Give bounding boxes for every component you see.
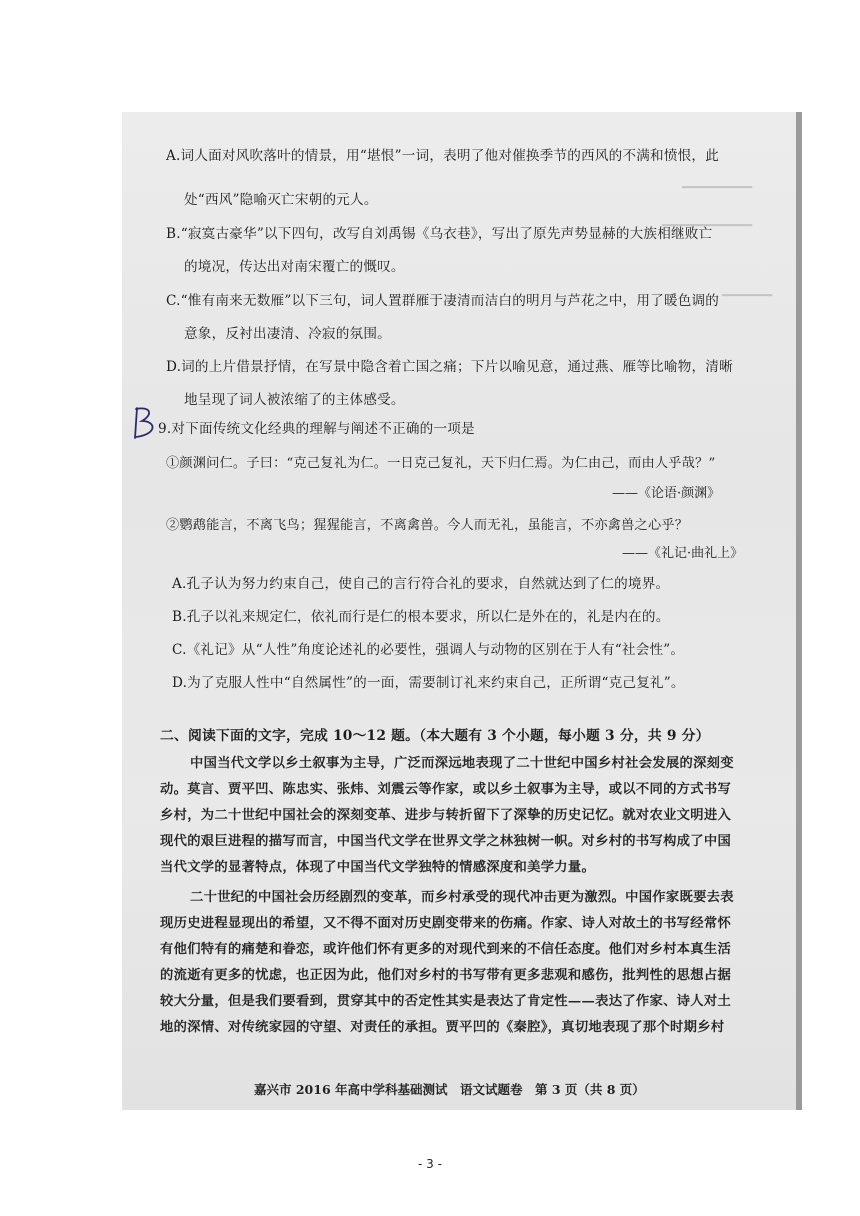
q9-option-a: A.孔子认为努力约束自己，使自己的言行符合礼的要求，自然就达到了仁的境界。 [172,576,670,592]
q8-option-a-line2: 处“西风”隐喻灭亡宋朝的元人。 [184,192,378,208]
q8-option-b-line1: B.“寂寞古豪华”以下四句，改写自刘禹锡《乌衣巷》，写出了原先声势显赫的大族相继败亡 [166,226,713,242]
q9-option-b: B.孔子以礼来规定仁，依礼而行是仁的根本要求，所以仁是外在的，礼是内在的。 [172,609,670,625]
bleed-through-mark: ▁▁▁▁▁▁▁▁▁ [662,212,752,227]
q8-option-b-line2: 的境况，传达出对南宋覆亡的慨叹。 [184,259,405,275]
passage-line: 较大分量，但是我们要看到，贯穿其中的否定性其实是表达了肯定性——表达了作家、诗人对土 [160,994,732,1009]
q9-option-c: C.《礼记》从“人性”角度论述礼的必要性，强调人与动物的区别在于人有“社会性”。 [172,642,685,658]
passage-line: 动。莫言、贾平凹、陈忠实、张炜、刘震云等作家，或以乡土叙事为主导，或以不同的方式书写 [160,782,732,797]
exam-page-photo [122,112,802,1110]
page-number: - 3 - [418,1157,442,1171]
bleed-through-mark: ▁▁▁▁▁ [722,282,772,297]
q9-source-1: ——《论语·颜渊》 [612,486,721,501]
q8-option-d-line2: 地呈现了词人被浓缩了的主体感受。 [184,392,405,408]
passage-line: 中国当代文学以乡土叙事为主导，广泛而深远地表现了二十世纪中国乡村社会发展的深刻变 [190,756,734,771]
page-edge-shadow [796,112,802,1110]
passage-line: 当代文学的显著特点，体现了中国当代文学独特的情感深度和美学力量。 [160,860,596,875]
q9-source-2: ——《礼记·曲礼上》 [622,546,744,561]
passage-line: 乡村，为二十世纪中国社会的深刻变革、进步与转折留下了深挚的历史记忆。就对农业文明进入 [160,808,732,823]
passage-line: 二十世纪的中国社会历经剧烈的变革，而乡村承受的现代冲击更为激烈。中国作家既要去表 [190,890,734,905]
passage-line: 现历史进程显现出的希望，又不得不面对历史剧变带来的伤痛。作家、诗人对故土的书写经常怀 [160,916,732,931]
bleed-through-mark: ▁▁▁▁▁▁▁ [682,174,752,189]
passage-line: 的流逝有更多的忧虑，也正因为此，他们对乡村的书写带有更多悲观和感伤，批判性的思想占据 [160,968,732,983]
passage-line: 地的深情、对传统家园的守望、对责任的承担。贾平凹的《秦腔》，真切地表现了那个时期乡村 [160,1020,725,1035]
q8-option-a-line1: A.词人面对风吹落叶的情景，用“堪恨”一词，表明了他对催换季节的西风的不满和愤恨，此 [166,148,719,164]
q9-quote-1: ①颜渊问仁。子曰：“克己复礼为仁。一日克己复礼，天下归仁焉。为仁由己，而由人乎哉？” [166,456,716,471]
q8-option-d-line1: D.词的上片借景抒情，在写景中隐含着亡国之痛；下片以喻见意，通过燕、雁等比喻物，清晰 [166,359,733,375]
q9-stem: 9.对下面传统文化经典的理解与阐述不正确的一项是 [158,421,475,437]
q8-option-c-line2: 意象，反衬出凄清、冷寂的氛围。 [184,326,391,342]
exam-footer: 嘉兴市 2016 年高中学科基础测试 语文试题卷 第 3 页（共 8 页） [254,1082,645,1097]
section-2-heading: 二、阅读下面的文字，完成 10～12 题。（本大题有 3 个小题，每小题 3 分，共 9 分） [160,728,710,744]
passage-line: 现代的艰巨进程的描写而言，中国当代文学在世界文学之林独树一帜。对乡村的书写构成了中国 [160,834,732,849]
q8-option-c-line1: C.“惟有南来无数雁”以下三句，词人置群雁于凄清而洁白的明月与芦花之中，用了暖色调的 [166,293,720,309]
passage-line: 有他们特有的痛楚和眷恋，或许他们怀有更多的对现代到来的不信任态度。他们对乡村本真生活 [160,942,732,957]
q9-option-d: D.为了克服人性中“自然属性”的一面，需要制订礼来约束自己，正所谓“克己复礼”。 [172,675,685,691]
q9-quote-2: ②鹦鹉能言，不离飞鸟；猩猩能言，不离禽兽。今人而无礼，虽能言，不亦禽兽之心乎？ [166,518,689,533]
